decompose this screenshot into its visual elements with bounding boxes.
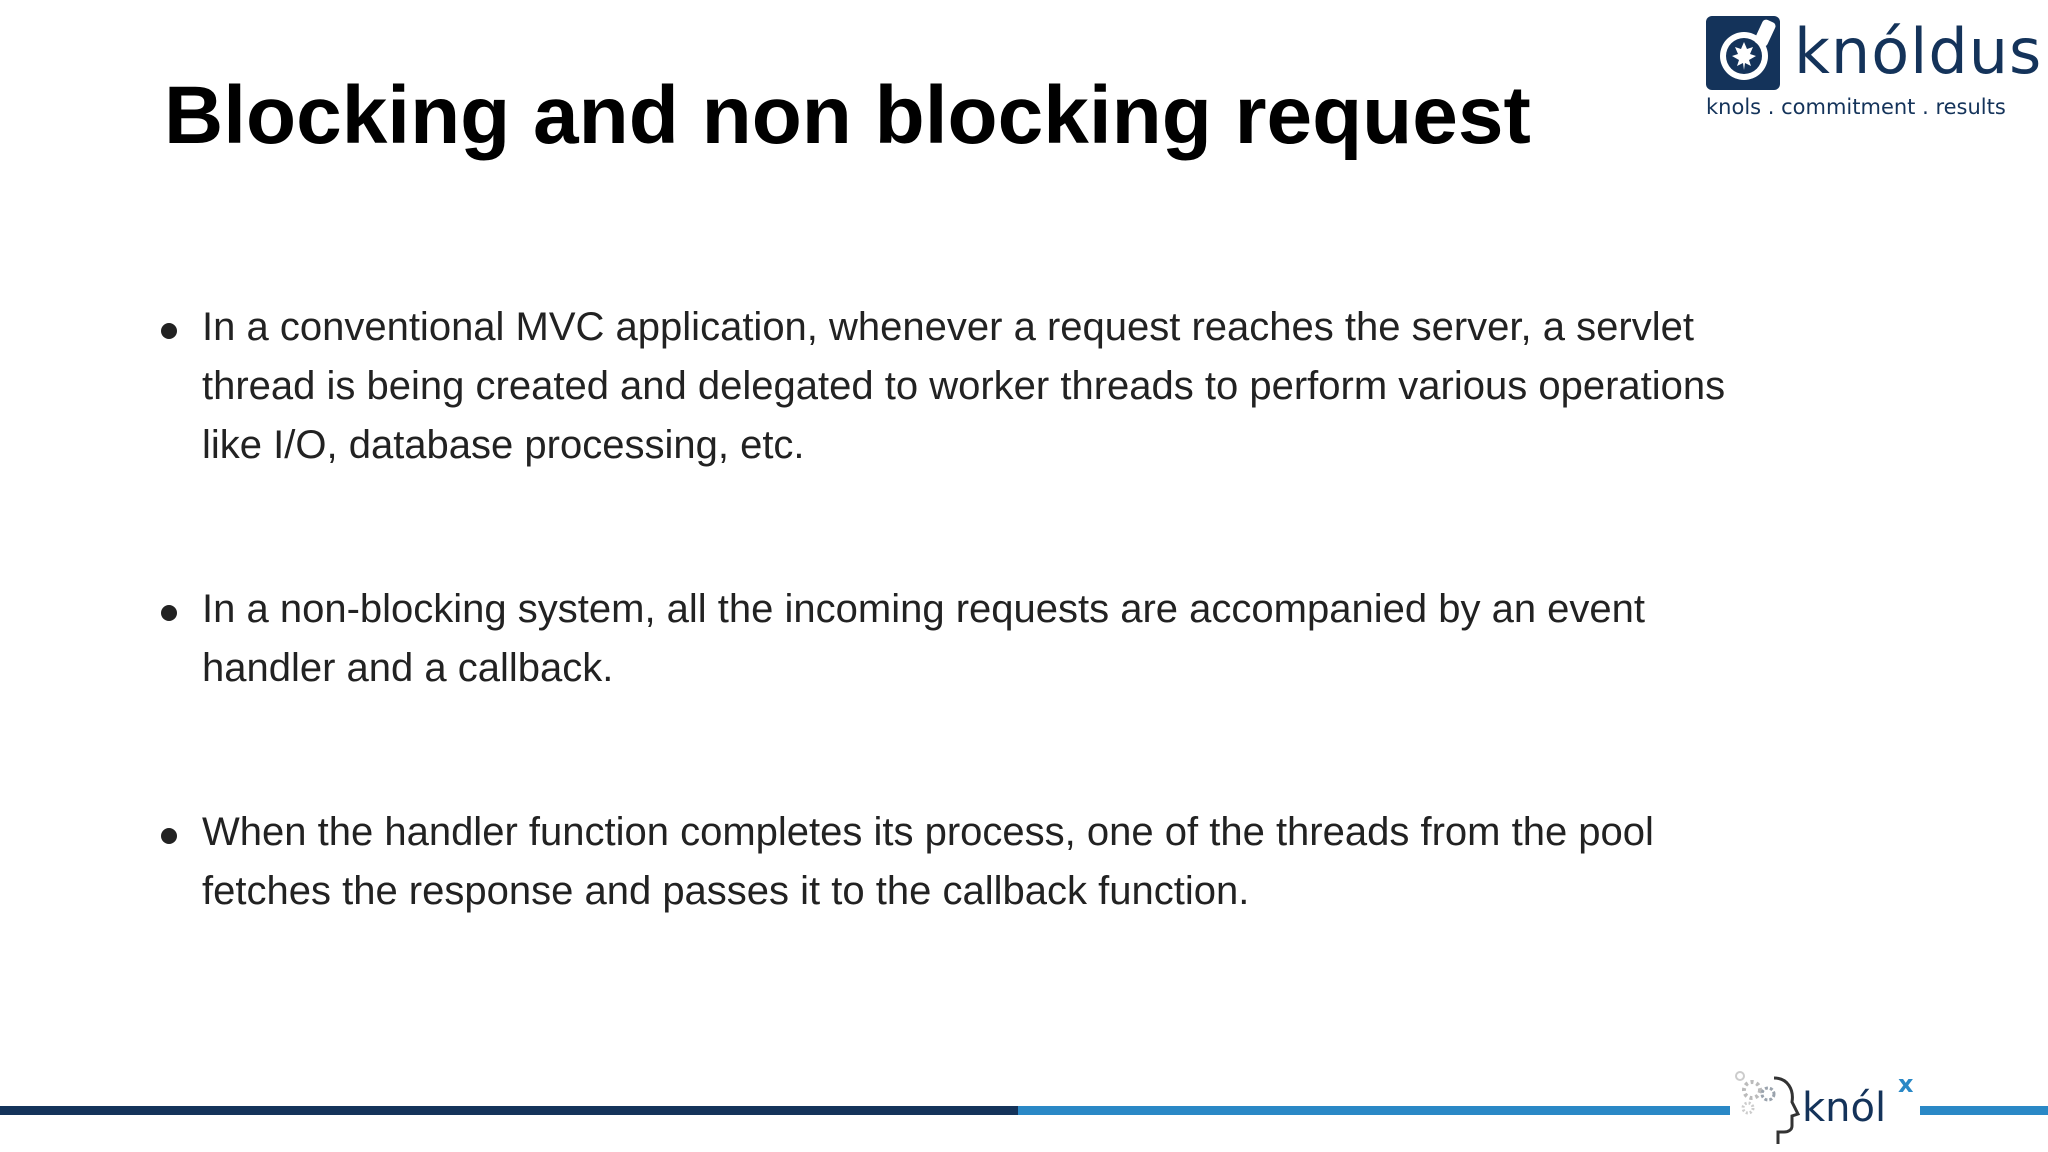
logo-tagline: knols . commitment . results: [1706, 95, 2006, 119]
bullet-dot: [161, 828, 177, 844]
bullet-dot: [161, 605, 177, 621]
footer-bar-dark: [0, 1106, 1018, 1115]
knolx-wordmark: knól: [1802, 1085, 1887, 1131]
knoldus-logo: [1706, 15, 2043, 120]
knolx-logo: [1730, 1052, 1920, 1152]
bullet-text: In a non-blocking system, all the incoming requests are accompanied by an event handler and a callback.: [202, 587, 1646, 690]
bullet-text: When the handler function completes its process, one of the threads from the pool fetches the response and passes it to the callback function.: [202, 810, 1654, 913]
logo-wordmark: knóldus: [1794, 15, 2043, 88]
bullet-item: [152, 298, 1772, 475]
bullet-dot: [161, 323, 177, 339]
bullet-item: [152, 580, 1772, 698]
head-gears-icon: [1730, 1064, 1800, 1146]
bullet-text: In a conventional MVC application, whenever a request reaches the server, a servlet thread is being created and delegated to worker threads to perform various operations like I/O, database processing, etc.: [202, 305, 1726, 467]
slide-title: Blocking and non blocking request: [164, 70, 1531, 161]
bullet-item: [152, 803, 1772, 921]
bullet-list: [152, 298, 1772, 921]
maple-leaf-icon: [1706, 16, 1780, 90]
knolx-superscript: x: [1898, 1070, 1914, 1098]
